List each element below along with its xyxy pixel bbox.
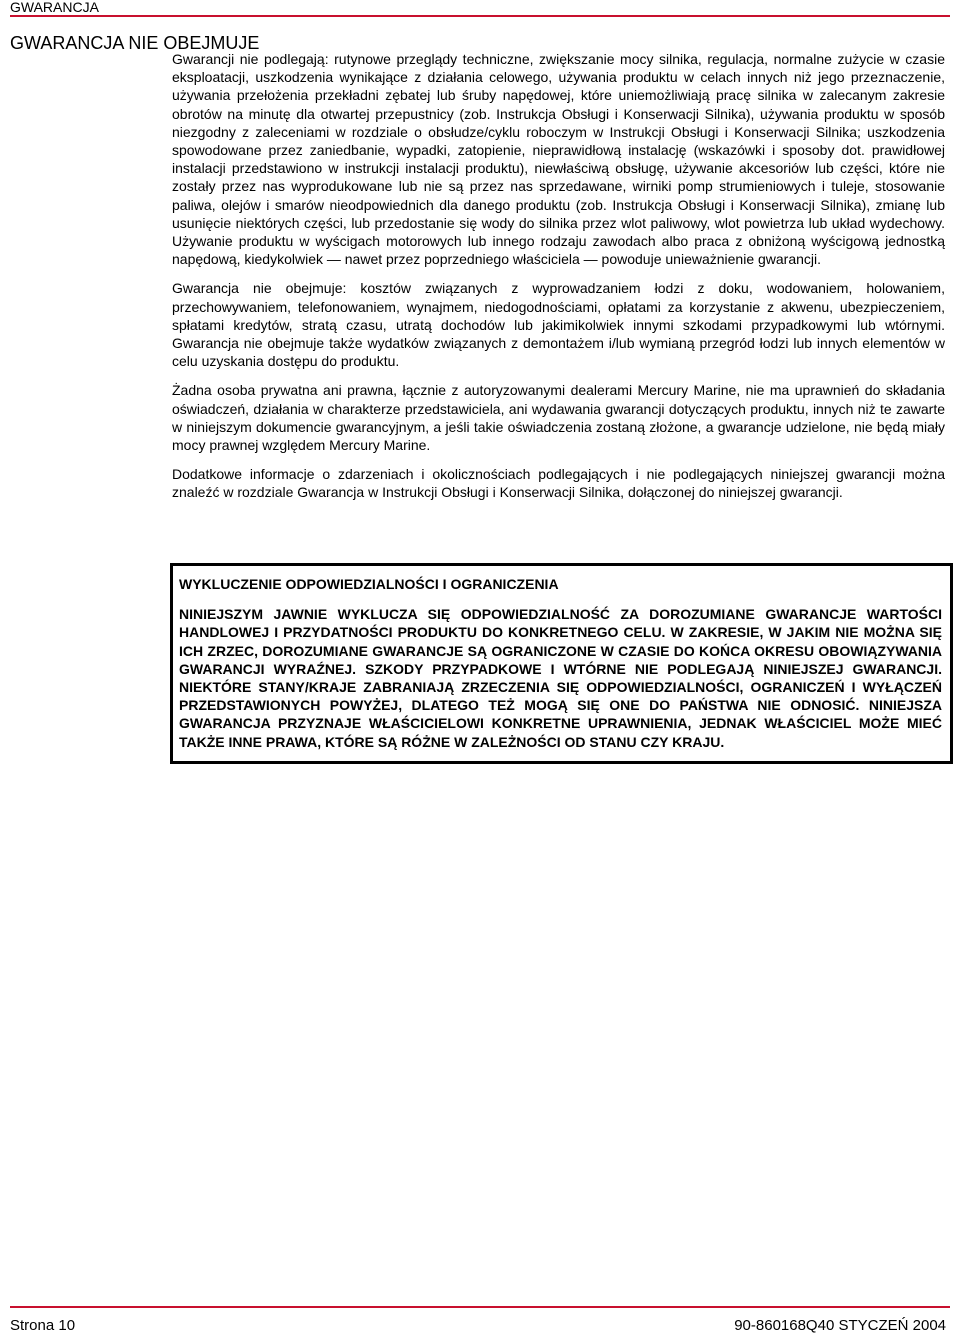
disclaimer-box bbox=[170, 563, 953, 764]
section-label: GWARANCJA bbox=[10, 0, 99, 15]
disclaimer-body: NINIEJSZYM JAWNIE WYKLUCZA SIĘ ODPOWIEDZIALNOŚĆ ZA DOROZUMIANE GWARANCJE WARTOŚCI HANDLOWEJ I PRZYDATNOŚCI PRODUKTU DO KONKRETNEGO CELU. W ZAKRESIE, W JAKIM NIE MOŻNA SIĘ ICH ZRZEC, DOROZUMIANE GWARANCJE SĄ OGRANICZONE W CZASIE DO KOŃCA OKRESU OBOWIĄZYWANIA GWARANCJI WYRAŹNEJ. SZKODY PRZYPADKOWE I WTÓRNE NIE PODLEGAJĄ NINIEJSZEJ GWARANCJI. NIEKTÓRE STANY/KRAJE ZABRANIAJĄ ZRZECZENIA SIĘ ODPOWIEDZIALNOŚCI, OGRANICZEŃ I WYŁĄCZEŃ PRZEDSTAWIONYCH POWYŻEJ, DLATEGO TEŻ MOGĄ SIĘ ONE DO PAŃSTWA NIE ODNOSIĆ. NINIEJSZA GWARANCJA PRZYZNAJE WŁAŚCICIELOWI KONKRETNE UPRAWNIENIA, JEDNAK WŁAŚCICIEL MOŻE MIEĆ TAKŻE INNE PRAWA, KTÓRE SĄ RÓŻNE W ZALEŻNOŚCI OD STANU CZY KRAJU. bbox=[179, 606, 942, 750]
footer-rule bbox=[10, 1306, 950, 1308]
paragraph-representations: Żadna osoba prywatna ani prawna, łącznie z autoryzowanymi dealerami Mercury Marine, nie ma uprawnień do składania oświadczeń, działania w charakterze przedstawiciela, ani wydawania gwarancji dotyczących produktu, innych niż te zawarte w niniejszym dokumencie gwarancyjnym, a jeśli takie oświadczenia zostaną złożone, a gwarancje udzielone, nie będą miały mocy prawnej względem Mercury Marine. bbox=[172, 382, 945, 454]
paragraph-costs: Gwarancja nie obejmuje: kosztów związanych z wyprowadzaniem łodzi z doku, wodowaniem, holowaniem, przechowywaniem, telefonowaniem, wynajmem, niedogodnościami, opłatami za korzystanie z akwenu, ubezpieczeniem, spłatami kredytów, stratą czasu, utratą dochodów lub jakimikolwiek innymi szkodami przypadkowymi lub wtórnymi. Gwarancja nie obejmuje także wydatków związanych z demontażem i/lub wymianą przegród łodzi lub innych elementów w celu uzyskania dostępu do produktu. bbox=[172, 280, 945, 370]
page-title: GWARANCJA NIE OBEJMUJE bbox=[10, 33, 260, 54]
header-rule bbox=[10, 15, 950, 17]
paragraph-exclusions: Gwarancji nie podlegają: rutynowe przeglądy techniczne, zwiększanie mocy silnika, regulacja, normalne zużycie w czasie eksploatacji, uszkodzenia wynikające z działania celowego, używania produktu w celach innych niż jego przeznaczenie, używania przełożenia przekładni zębatej lub śruby napędowej, które uniemożliwiają pracę silnika w zalecanym zakresie obrotów na minutę dla otwartej przepustnicy (zob. Instrukcja Obsługi i Konserwacji Silnika), używania produktu w sposób niezgodny z zaleceniami w rozdziale o obsłudze/cyklu roboczym w Instrukcji Obsługi i Konserwacji Silnika; uszkodzenia spowodowane przez zaniedbanie, wypadki, zatopienie, nieprawidłową instalację (wskazówki i sposoby dot. prawidłowej instalacji przedstawiono w instrukcji instalacji produktu), niewłaściwą obsługę, używanie akcesoriów lub części, które nie zostały przez nas wyprodukowane lub nie są przez nas sprzedawane, wirniki pomp strumieniowych i tuleje, stosowanie paliwa, olejów i smarów nieodpowiednich dla danego produktu (zob. Instrukcja Obsługi i Konserwacji Silnika), zmianę lub usunięcie niektórych części, lub przedostanie się wody do silnika przez wlot paliwowy, wlot powietrza lub układ wydechowy. Używanie produktu w wyścigach motorowych lub innego rodzaju zawodach albo praca z obniżoną wyścigową jednostką napędową, kiedykolwiek — nawet przez poprzedniego właściciela — powoduje unieważnienie gwarancji. bbox=[172, 51, 945, 268]
disclaimer-heading bbox=[179, 575, 942, 593]
page-number: Strona 10 bbox=[10, 1317, 76, 1334]
paragraph-additional-info: Dodatkowe informacje o zdarzeniach i okolicznościach podlegających i nie podlegających niniejszej gwarancji można znaleźć w rozdziale Gwarancja w Instrukcji Obsługi i Konserwacji Silnika, dołączonej do niniejszej gwarancji. bbox=[172, 466, 945, 501]
document-id: 90-860168Q40 STYCZEŃ 2004 bbox=[734, 1317, 946, 1334]
warranty-body bbox=[172, 50, 945, 513]
disclaimer-heading-text: WYKLUCZENIE ODPOWIEDZIALNOŚCI I OGRANICZENIA bbox=[179, 576, 559, 592]
